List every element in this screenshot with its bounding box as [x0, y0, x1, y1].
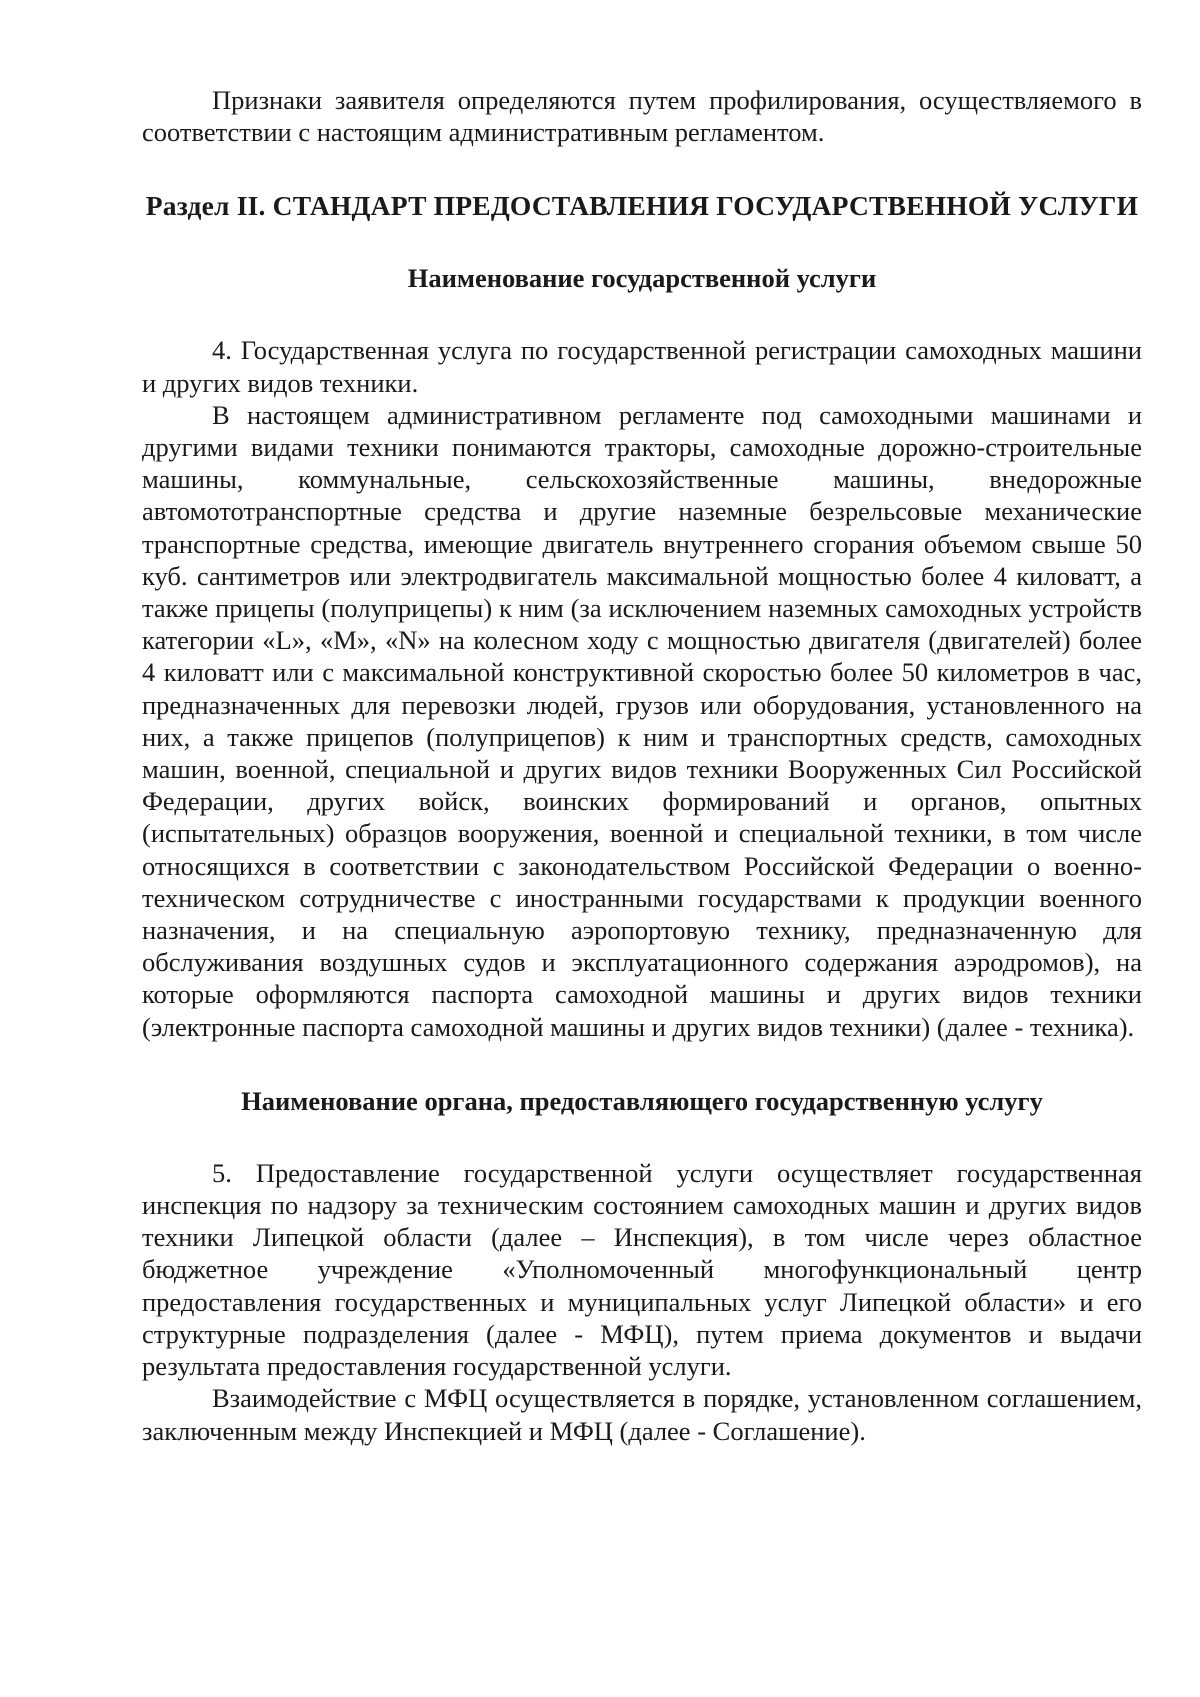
paragraph-4-continuation: В настоящем административном регламенте под самоходными машинами и другими видами техники понимаются тракторы, самоходные дорожно-строительные машины, коммунальные, сельскохозяйственные машины, внедорожные автомототранспортные средства и другие наземные безрельсовые механические транспортные средства, имеющие двигатель внутреннего сгорания объемом свыше 50 куб. сантиметров или электродвигатель максимальной мощностью более 4 киловатт, а также прицепы (полуприцепы) к ним (за исключением наземных самоходных устройств категории «L», «M», «N» на колесном ходу с мощностью двигателя (двигателей) более 4 киловатт или с максимальной конструктивной скоростью более 50 километров в час, предназначенных для перевозки людей, грузов или оборудования, установленного на них, а также прицепов (полуприцепов) к ним и транспортных средств, самоходных машин, военной, специальной и других видов техники Вооруженных Сил Российской Федерации, других войск, воинских формирований и органов, опытных (испытательных) образцов вооружения, военной и специальной техники, в том числе относящихся в соответствии с законодательством Российской Федерации о военно-техническом сотрудничестве с иностранными государствами к продукции военного назначения, и на специальную аэропортовую технику, предназначенную для обслуживания воздушных судов и эксплуатационного содержания аэродромов), на которые оформляются паспорта самоходной машины и других видов техники (электронные паспорта самоходной машины и других видов техники) (далее - техника).	[142, 399, 1142, 1042]
subsection-title-service-name: Наименование государственной услуги	[407, 263, 877, 294]
document-page	[142, 84, 1142, 1447]
paragraph-5: 5. Предоставление государственной услуги осуществляет государственная инспекция по надзору за техническим состоянием самоходных машин и других видов техники Липецкой области (далее – Инспекция), в том числе через областное бюджетное учреждение «Уполномоченный многофункциональный центр предоставления государственных и муниципальных услуг Липецкой области» и его структурные подразделения (далее - МФЦ), путем приема документов и выдачи результата предоставления государственной услуги.	[142, 1157, 1142, 1382]
subsection-title-authority-name: Наименование органа, предоставляющего государственную услугу	[241, 1085, 1043, 1116]
paragraph-5-continuation: Взаимодействие с МФЦ осуществляется в порядке, установленном соглашением, заключенным между Инспекцией и МФЦ (далее - Соглашение).	[142, 1383, 1142, 1446]
section-title: Раздел II. СТАНДАРТ ПРЕДОСТАВЛЕНИЯ ГОСУДАРСТВЕННОЙ УСЛУГИ	[145, 190, 1139, 222]
intro-paragraph: Признаки заявителя определяются путем профилирования, осуществляемого в соответствии с настоящим административным регламентом.	[142, 85, 1142, 148]
paragraph-4: 4. Государственная услуга по государственной регистрации самоходных машини и других видов техники.	[142, 335, 1142, 398]
